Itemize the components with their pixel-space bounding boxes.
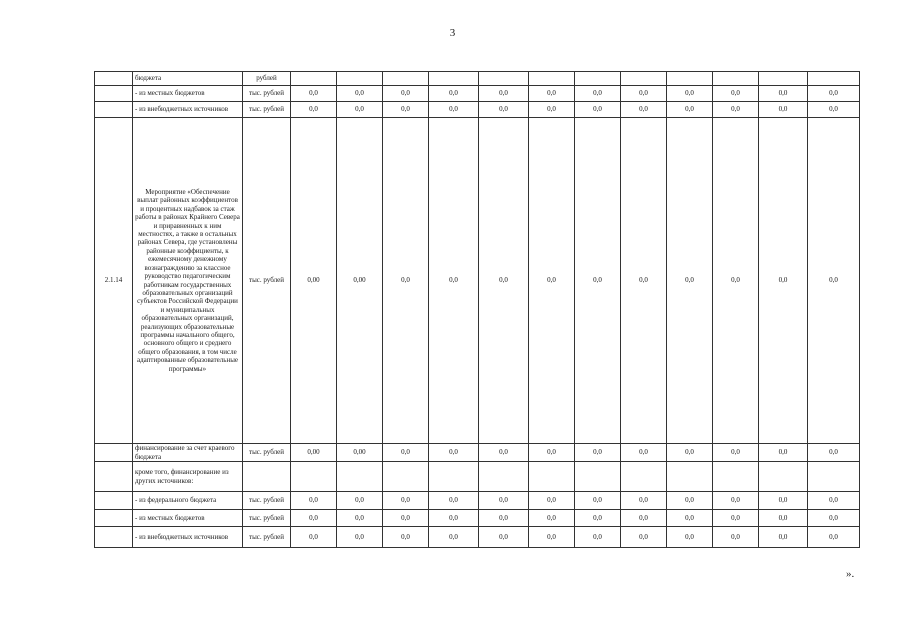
value-cell (529, 72, 575, 86)
value-cell: 0,0 (529, 444, 575, 462)
value-cell: 0,0 (759, 102, 808, 118)
value-cell: 0,0 (621, 86, 667, 102)
value-cell: 0,0 (713, 444, 759, 462)
value-cell: 0,0 (529, 527, 575, 548)
value-cell: 0,0 (529, 118, 575, 444)
value-cell: 0,0 (808, 527, 860, 548)
value-cell: 0,0 (291, 102, 337, 118)
value-cell: 0,0 (429, 102, 479, 118)
value-cell: 0,0 (759, 118, 808, 444)
value-cell (479, 72, 529, 86)
value-cell: 0,0 (621, 492, 667, 510)
unit-cell: тыс. рублей (243, 86, 291, 102)
value-cell (383, 72, 429, 86)
value-cell: 0,0 (383, 86, 429, 102)
value-cell: 0,0 (575, 527, 621, 548)
value-cell: 0,0 (759, 492, 808, 510)
value-cell: 0,0 (337, 492, 383, 510)
table-row (95, 86, 860, 102)
value-cell: 0,0 (713, 86, 759, 102)
value-cell: 0,0 (808, 102, 860, 118)
value-cell: 0,0 (479, 118, 529, 444)
value-cell (429, 462, 479, 492)
value-cell (667, 462, 713, 492)
value-cell: 0,0 (759, 86, 808, 102)
value-cell (808, 462, 860, 492)
value-cell (291, 72, 337, 86)
unit-cell: тыс. рублей (243, 527, 291, 548)
value-cell: 0,0 (667, 118, 713, 444)
value-cell: 0,0 (479, 102, 529, 118)
budget-table (94, 71, 860, 548)
table-row (95, 492, 860, 510)
value-cell: 0,0 (291, 527, 337, 548)
value-cell: 0,00 (291, 118, 337, 444)
item-name-cell: Мероприятие «Обеспечение выплат районных коэффициентов и процентных надбавок за стаж работы в районах Крайнего Севера и приравненных к ним местностях, а также в остальных районах Севера, где установлены районные коэффициенты, к ежемесячному денежному вознаграждению за классное руководство педагогическим работникам государственных образовательных организаций субъектов Российской Федерации и муниципальных образовательных организаций, реализующих образовательные программы начального общего, основного общего и среднего общего образования, в том числе адаптированные образовательные программы» (133, 118, 243, 444)
value-cell: 0,0 (337, 527, 383, 548)
value-cell: 0,0 (429, 527, 479, 548)
value-cell: 0,0 (667, 510, 713, 527)
value-cell (713, 462, 759, 492)
value-cell: 0,0 (479, 86, 529, 102)
unit-cell: тыс. рублей (243, 510, 291, 527)
value-cell: 0,0 (479, 527, 529, 548)
table-row (95, 462, 860, 492)
item-number-cell (95, 510, 133, 527)
value-cell: 0,0 (575, 118, 621, 444)
value-cell (383, 462, 429, 492)
unit-cell: тыс. рублей (243, 118, 291, 444)
value-cell: 0,0 (575, 510, 621, 527)
value-cell: 0,0 (337, 86, 383, 102)
value-cell: 0,0 (575, 444, 621, 462)
value-cell: 0,0 (621, 118, 667, 444)
value-cell: 0,0 (529, 86, 575, 102)
value-cell: 0,0 (429, 492, 479, 510)
item-name-cell: - из внебюджетных источников (133, 102, 243, 118)
value-cell: 0,0 (713, 118, 759, 444)
closing-quote-mark: ». (846, 568, 855, 580)
page-number: 3 (449, 27, 456, 39)
value-cell: 0,0 (479, 444, 529, 462)
value-cell: 0,0 (667, 527, 713, 548)
item-number-cell (95, 492, 133, 510)
value-cell: 0,0 (713, 527, 759, 548)
table-row (95, 118, 860, 444)
value-cell: 0,0 (808, 492, 860, 510)
value-cell (337, 72, 383, 86)
value-cell: 0,0 (575, 86, 621, 102)
value-cell: 0,0 (383, 102, 429, 118)
value-cell: 0,0 (383, 492, 429, 510)
unit-cell: тыс. рублей (243, 102, 291, 118)
item-name-cell: финансирование за счет краевого бюджета (133, 444, 243, 462)
value-cell: 0,0 (713, 492, 759, 510)
value-cell (429, 72, 479, 86)
value-cell: 0,0 (667, 444, 713, 462)
value-cell: 0,0 (713, 510, 759, 527)
value-cell (291, 462, 337, 492)
value-cell: 0,0 (479, 492, 529, 510)
value-cell: 0,0 (383, 527, 429, 548)
value-cell: 0,00 (337, 118, 383, 444)
table-row (95, 444, 860, 462)
item-name-cell: - из местных бюджетов (133, 86, 243, 102)
value-cell (713, 72, 759, 86)
unit-cell: рублей (243, 72, 291, 86)
value-cell: 0,0 (337, 102, 383, 118)
value-cell: 0,0 (808, 444, 860, 462)
value-cell (621, 462, 667, 492)
value-cell: 0,0 (621, 510, 667, 527)
value-cell: 0,00 (337, 444, 383, 462)
value-cell: 0,0 (383, 444, 429, 462)
unit-cell: тыс. рублей (243, 492, 291, 510)
value-cell: 0,0 (529, 510, 575, 527)
value-cell (337, 462, 383, 492)
table-row (95, 102, 860, 118)
value-cell: 0,0 (759, 527, 808, 548)
value-cell: 0,0 (808, 118, 860, 444)
value-cell: 0,0 (529, 492, 575, 510)
value-cell: 0,0 (759, 444, 808, 462)
value-cell: 0,0 (808, 86, 860, 102)
value-cell: 0,0 (291, 86, 337, 102)
table-row (95, 510, 860, 527)
item-name-cell: бюджета (133, 72, 243, 86)
value-cell: 0,0 (713, 102, 759, 118)
unit-cell: тыс. рублей (243, 444, 291, 462)
item-name-cell: кроме того, финансирование из других источников: (133, 462, 243, 492)
value-cell: 0,00 (291, 444, 337, 462)
value-cell: 0,0 (808, 510, 860, 527)
value-cell (759, 72, 808, 86)
value-cell (479, 462, 529, 492)
item-number-cell (95, 72, 133, 86)
table-row (95, 527, 860, 548)
value-cell (667, 72, 713, 86)
value-cell: 0,0 (759, 510, 808, 527)
unit-cell (243, 462, 291, 492)
value-cell: 0,0 (337, 510, 383, 527)
value-cell: 0,0 (621, 527, 667, 548)
item-name-cell: - из местных бюджетов (133, 510, 243, 527)
value-cell (575, 72, 621, 86)
item-name-cell: - из федерального бюджета (133, 492, 243, 510)
value-cell: 0,0 (575, 492, 621, 510)
value-cell: 0,0 (383, 510, 429, 527)
value-cell: 0,0 (667, 102, 713, 118)
value-cell (808, 72, 860, 86)
value-cell: 0,0 (529, 102, 575, 118)
table-row (95, 72, 860, 86)
value-cell: 0,0 (575, 102, 621, 118)
value-cell: 0,0 (479, 510, 529, 527)
value-cell (621, 72, 667, 86)
item-number-cell (95, 527, 133, 548)
item-name-cell: - из внебюджетных источников (133, 527, 243, 548)
value-cell: 0,0 (383, 118, 429, 444)
value-cell: 0,0 (667, 86, 713, 102)
value-cell: 0,0 (667, 492, 713, 510)
value-cell: 0,0 (429, 444, 479, 462)
item-number-cell: 2.1.14 (95, 118, 133, 444)
value-cell: 0,0 (291, 510, 337, 527)
item-number-cell (95, 462, 133, 492)
item-number-cell (95, 444, 133, 462)
value-cell: 0,0 (621, 102, 667, 118)
value-cell (759, 462, 808, 492)
item-number-cell (95, 102, 133, 118)
value-cell (529, 462, 575, 492)
item-number-cell (95, 86, 133, 102)
value-cell: 0,0 (291, 492, 337, 510)
value-cell: 0,0 (429, 510, 479, 527)
value-cell: 0,0 (429, 86, 479, 102)
value-cell (575, 462, 621, 492)
value-cell: 0,0 (621, 444, 667, 462)
value-cell: 0,0 (429, 118, 479, 444)
